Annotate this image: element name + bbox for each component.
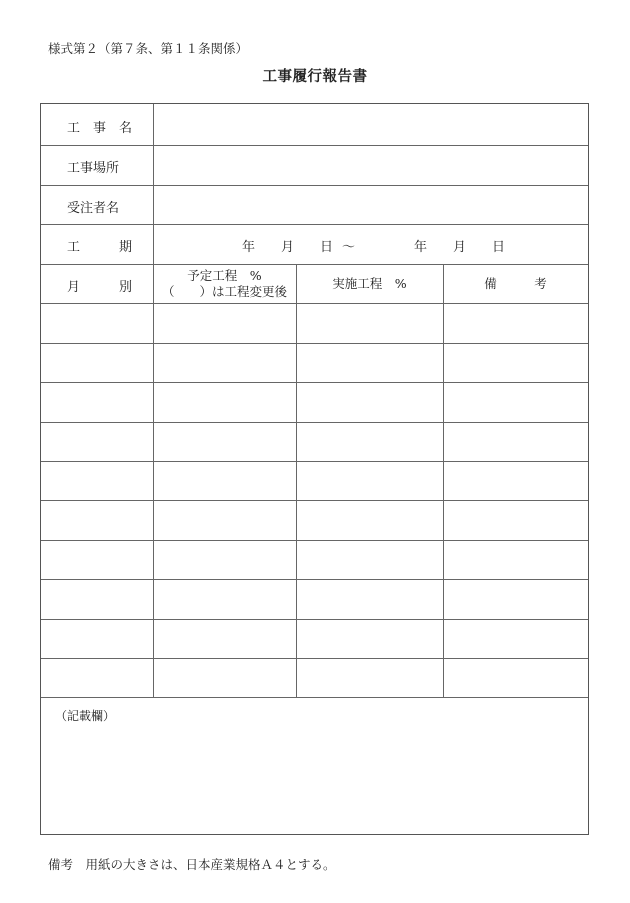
document-title: 工事履行報告書 — [262, 68, 368, 85]
planned-progress-header — [153, 268, 296, 300]
row-divider — [41, 619, 588, 620]
column-divider — [153, 104, 154, 697]
construction-site-label: 工事場所 — [67, 161, 120, 176]
period-end: 年 月 日 — [414, 240, 506, 255]
contractor-name-label: 受注者名 — [67, 201, 120, 216]
remarks-header: 備 考 — [484, 276, 547, 291]
row-divider — [41, 579, 588, 580]
footer-note: 備考 用紙の大きさは、日本産業規格Ａ４とする。 — [48, 857, 336, 872]
row-divider — [41, 185, 588, 186]
column-divider — [296, 264, 297, 697]
construction-name-label: 工 事 名 — [67, 121, 133, 136]
row-divider — [41, 145, 588, 146]
row-divider — [41, 697, 588, 698]
row-divider — [41, 343, 588, 344]
period-separator: ～ — [342, 240, 356, 255]
planned-progress-header-line1: 予定工程 % — [187, 268, 262, 283]
column-divider — [443, 264, 444, 697]
report-form — [40, 103, 589, 835]
row-divider — [41, 461, 588, 462]
row-divider — [41, 422, 588, 423]
month-header: 月 別 — [67, 280, 133, 295]
row-divider — [41, 658, 588, 659]
row-divider — [41, 500, 588, 501]
period-label: 工 期 — [67, 240, 133, 255]
actual-progress-header: 実施工程 % — [332, 276, 407, 291]
row-divider — [41, 540, 588, 541]
planned-progress-header-line2: （ ）は工程変更後 — [161, 284, 287, 299]
row-divider — [41, 382, 588, 383]
period-start: 年 月 日 — [242, 240, 334, 255]
row-divider — [41, 303, 588, 304]
form-number: 様式第２（第７条、第１１条関係） — [48, 41, 249, 56]
row-divider — [41, 264, 588, 265]
notes-label: （記載欄） — [55, 709, 116, 723]
row-divider — [41, 224, 588, 225]
